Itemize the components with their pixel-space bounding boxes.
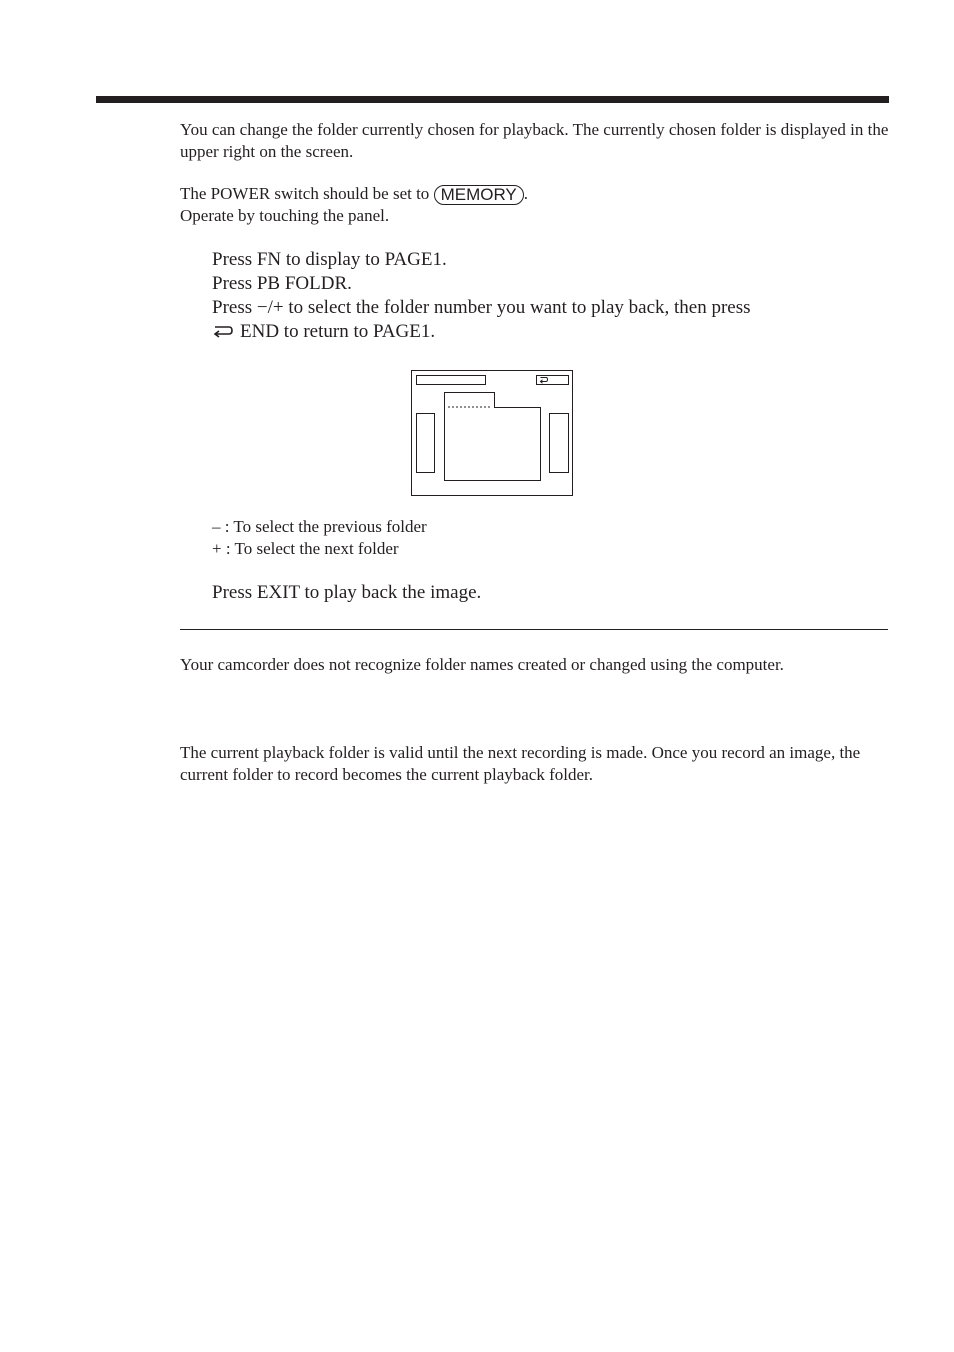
lcd-folder-icon — [443, 391, 543, 482]
step-3-end-text: END to return to PAGE1. — [240, 321, 436, 342]
note-folder-names: Your camcorder does not recognize folder names created or changed using the computer. — [180, 655, 784, 674]
lcd-plus-button — [549, 413, 569, 473]
power-switch-text: The POWER switch should be set to — [180, 184, 430, 203]
lcd-title-bar — [416, 375, 486, 385]
power-switch-line — [180, 183, 890, 205]
lcd-screen-diagram — [411, 370, 573, 496]
step-2: Press PB FOLDR. — [212, 273, 352, 294]
return-arrow-icon — [212, 322, 234, 346]
lcd-minus-button — [416, 413, 435, 473]
memory-mode-badge: MEMORY — [434, 185, 524, 205]
step-4: Press EXIT to play back the image. — [212, 582, 482, 603]
section-divider — [180, 629, 888, 630]
power-switch-suffix: . — [523, 184, 529, 203]
step-3: Press −/+ to select the folder number you want to play back, then press — [212, 297, 751, 318]
lcd-return-icon — [539, 376, 549, 384]
step-3-continued — [212, 320, 435, 346]
note-playback-folder: The current playback folder is valid until the next recording is made. Once you record an image, the current folder to record becomes the current playback folder. — [180, 743, 861, 784]
step-1: Press FN to display to PAGE1. — [212, 249, 447, 270]
header-rule — [96, 96, 889, 103]
option-previous-folder: – : To select the previous folder — [212, 517, 427, 536]
operate-instruction: Operate by touching the panel. — [180, 206, 390, 225]
option-next-folder: + : To select the next folder — [212, 539, 399, 558]
lcd-end-button — [536, 375, 569, 385]
intro-paragraph: You can change the folder currently chosen for playback. The currently chosen folder is displayed in the upper right on the screen. — [180, 120, 889, 161]
